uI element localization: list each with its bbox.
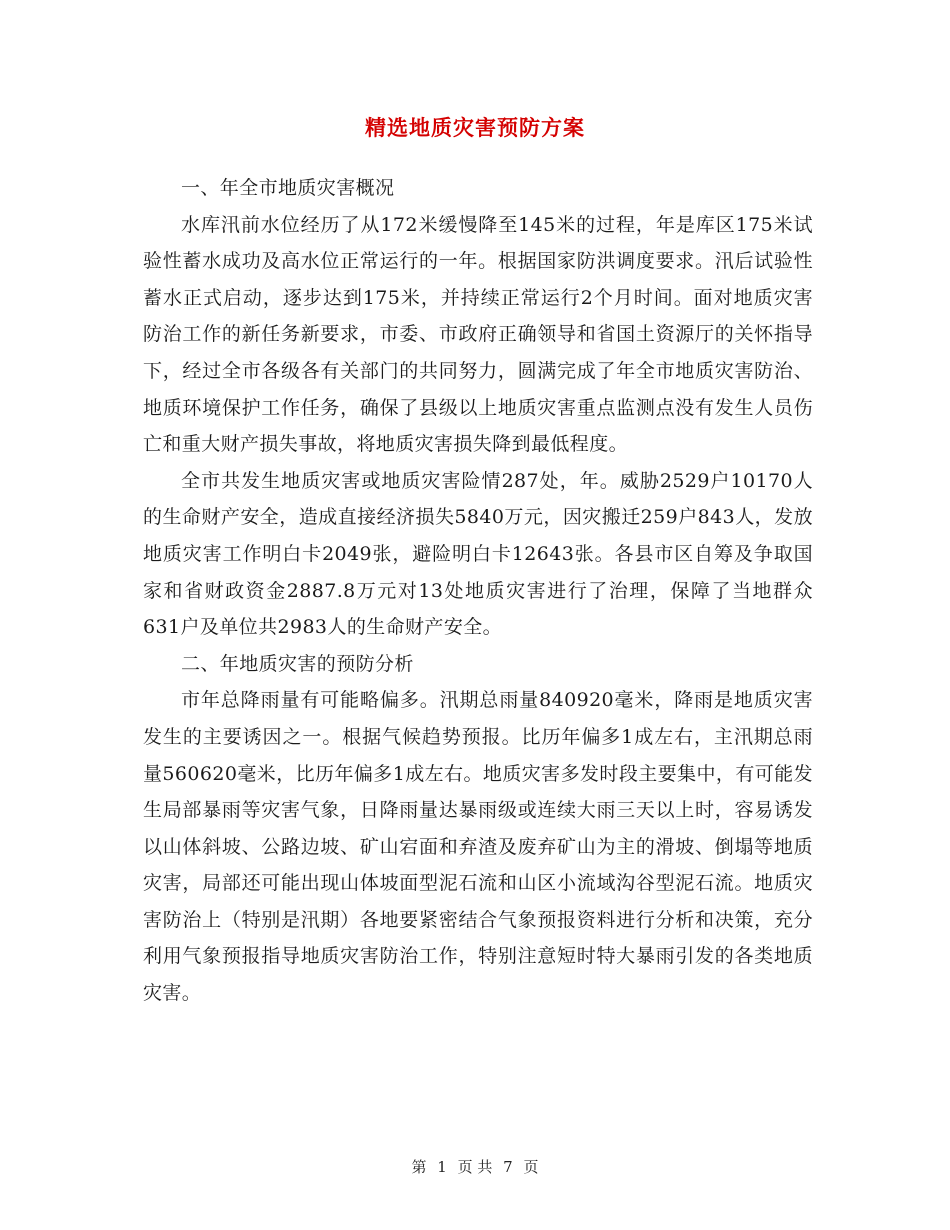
- footer-prefix: 第: [411, 1158, 427, 1176]
- section-heading-2: 二、年地质灾害的预防分析: [181, 652, 414, 675]
- document-body: [143, 170, 813, 1012]
- footer-total-pages: 7: [503, 1158, 513, 1176]
- footer-suffix: 页: [523, 1158, 539, 1176]
- section-heading-1: 一、年全市地质灾害概况: [181, 177, 395, 199]
- paragraph-disaster-statistics: 全市共发生地质灾害或地质灾害险情287处，年。威胁2529户10170人的生命财产安全，造成直接经济损失5840万元，因灾搬迁259户843人，发放地质灾害工作明白卡2049张，避险明白卡12643张。各县市区自筹及争取国家和省财政资金2887.8万元对13处地质灾害进行了治理，保障了当地群众631户及单位共2983人的生命财产安全。: [143, 469, 813, 639]
- page-footer: [0, 1156, 950, 1177]
- footer-mid: 页 共: [457, 1158, 493, 1176]
- paragraph-reservoir-overview: 水库汛前水位经历了从172米缓慢降至145米的过程，年是库区175米试验性蓄水成功及高水位正常运行的一年。根据国家防洪调度要求。汛后试验性蓄水正式启动，逐步达到175米，并持续正常运行2个月时间。面对地质灾害防治工作的新任务新要求，市委、市政府正确领导和省国土资源厅的关怀指导下，经过全市各级各有关部门的共同努力，圆满完成了年全市地质灾害防治、地质环境保护工作任务，确保了县级以上地质灾害重点监测点没有发生人员伤亡和重大财产损失事故，将地质灾害损失降到最低程度。: [143, 213, 813, 456]
- footer-current-page: 1: [437, 1158, 447, 1176]
- paragraph-prevention-analysis: 市年总降雨量有可能略偏多。汛期总雨量840920毫米，降雨是地质灾害发生的主要诱因之一。根据气候趋势预报。比历年偏多1成左右，主汛期总雨量560620毫米，比历年偏多1成左右。地质灾害多发时段主要集中，有可能发生局部暴雨等灾害气象，日降雨量达暴雨级或连续大雨三天以上时，容易诱发以山体斜坡、公路边坡、矿山宕面和弃渣及废弃矿山为主的滑坡、倒塌等地质灾害，局部还可能出现山体坡面型泥石流和山区小流域沟谷型泥石流。地质灾害防治上（特别是汛期）各地要紧密结合气象预报资料进行分析和决策，充分利用气象预报指导地质灾害防治工作，特别注意短时特大暴雨引发的各类地质灾害。: [143, 689, 813, 1005]
- document-title: 精选地质灾害预防方案: [365, 116, 585, 140]
